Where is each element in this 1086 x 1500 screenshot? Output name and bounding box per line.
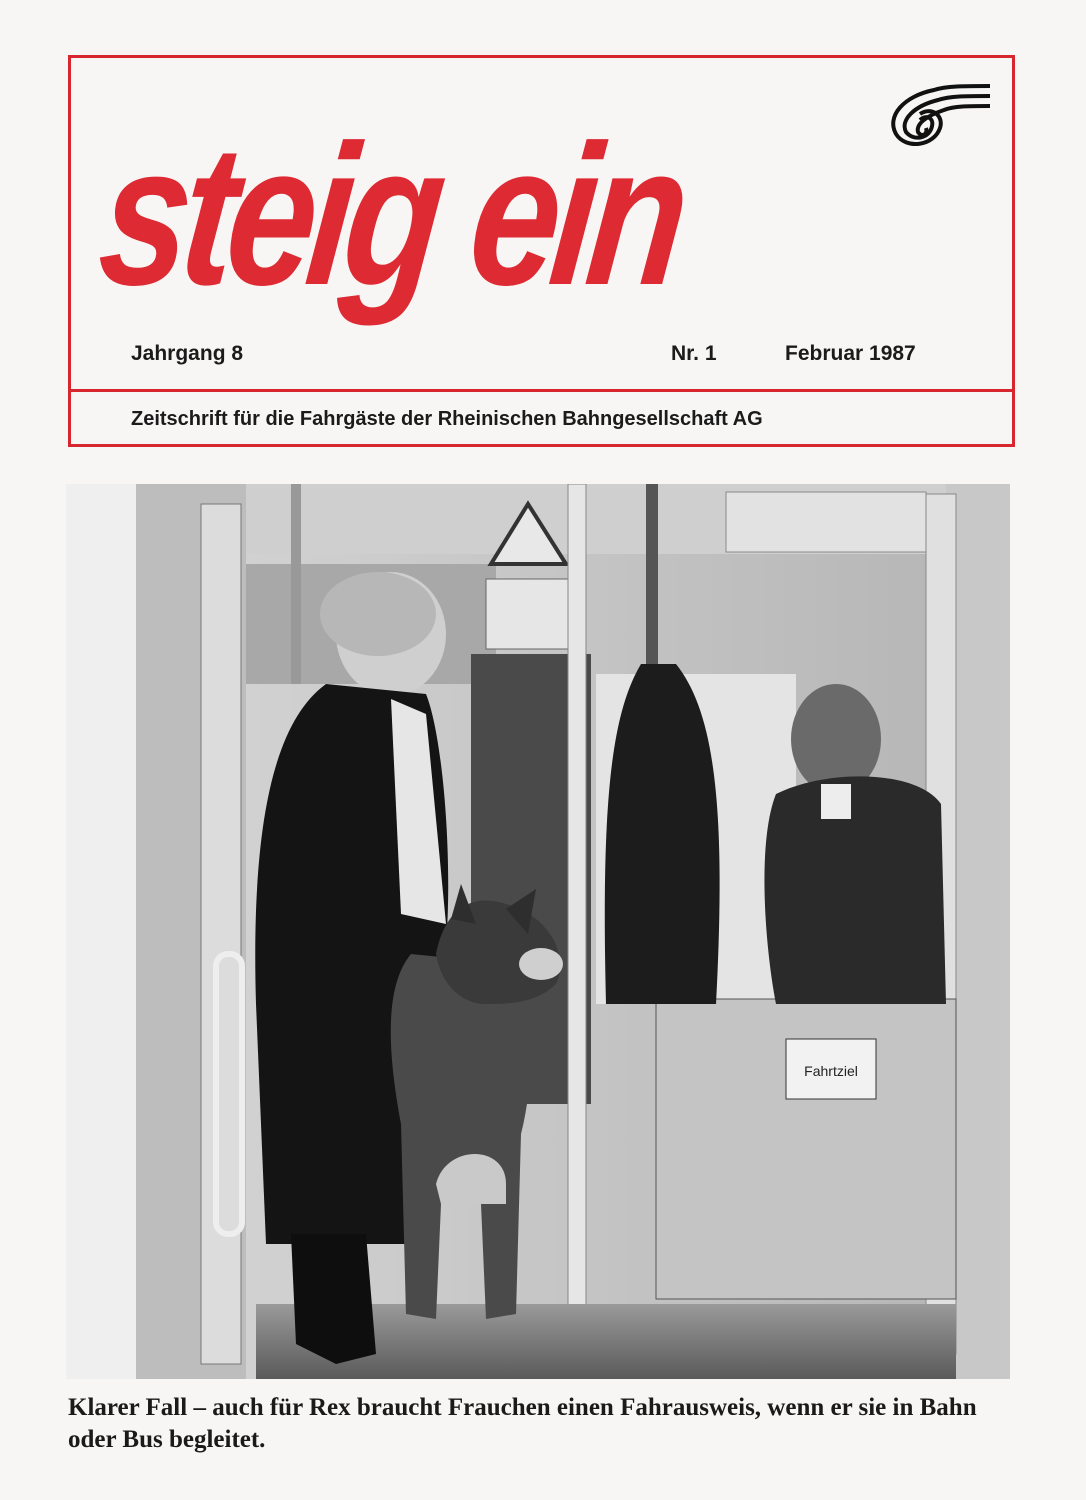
masthead-frame — [68, 55, 1015, 447]
magazine-title: steig ein — [90, 104, 692, 327]
cover-photo — [66, 484, 1010, 1379]
issue-number: Nr. 1 — [671, 342, 717, 365]
destination-sign-text: Fahrtziel — [804, 1063, 858, 1079]
masthead-divider — [71, 389, 1012, 392]
rheinbahn-logo-icon — [874, 76, 994, 154]
magazine-subtitle: Zeitschrift für die Fahrgäste der Rheinischen Bahngesellschaft AG — [131, 408, 763, 430]
photo-caption: Klarer Fall – auch für Rex braucht Frauchen einen Fahrausweis, wenn er sie in Bahn oder Bus begleitet. — [68, 1394, 977, 1453]
cover-photo-illustration — [66, 484, 1010, 1379]
issue-date: Februar 1987 — [785, 342, 916, 365]
volume-label: Jahrgang 8 — [131, 342, 244, 365]
